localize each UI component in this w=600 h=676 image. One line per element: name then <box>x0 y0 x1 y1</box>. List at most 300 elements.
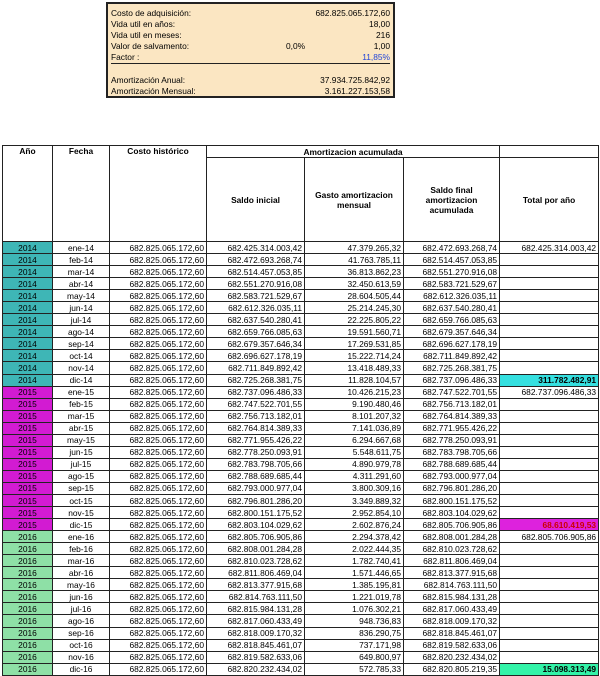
fecha-cell: dic-14 <box>53 374 110 386</box>
saldo-inicial-cell: 682.818.845.461,07 <box>207 639 305 651</box>
gasto-cell: 8.101.207,32 <box>305 410 404 422</box>
year-cell: 2014 <box>3 302 53 314</box>
anual-label: Amortización Anual: <box>111 75 186 85</box>
saldo-inicial-cell: 682.778.250.093,91 <box>207 446 305 458</box>
gasto-cell: 19.591.560,71 <box>305 326 404 338</box>
table-row <box>3 446 599 458</box>
salvamento-pct: 0,0% <box>286 41 306 51</box>
total-cell <box>500 398 599 410</box>
total-cell <box>500 470 599 482</box>
fecha-cell: may-14 <box>53 290 110 302</box>
table-row <box>3 434 599 446</box>
saldo-inicial-cell: 682.817.060.433,49 <box>207 615 305 627</box>
costo-cell: 682.825.065.172,60 <box>110 651 207 663</box>
costo-cell: 682.825.065.172,60 <box>110 615 207 627</box>
table-row <box>3 651 599 663</box>
table-row <box>3 519 599 531</box>
fecha-cell: ago-14 <box>53 326 110 338</box>
saldo-inicial-cell: 682.800.151.175,52 <box>207 507 305 519</box>
gasto-cell: 4.890.979,78 <box>305 458 404 470</box>
costo-cell: 682.825.065.172,60 <box>110 603 207 615</box>
saldo-final-cell: 682.764.814.389,33 <box>404 410 500 422</box>
saldo-final-cell: 682.803.104.029,62 <box>404 507 500 519</box>
table-row <box>3 266 599 278</box>
total-cell: 682.425.314.003,42 <box>500 242 599 254</box>
costo-cell: 682.825.065.172,60 <box>110 639 207 651</box>
fecha-cell: feb-16 <box>53 543 110 555</box>
table-row <box>3 302 599 314</box>
saldo-inicial-cell: 682.711.849.892,42 <box>207 362 305 374</box>
summary-salvamento-row <box>111 41 390 52</box>
table-row <box>3 531 599 543</box>
saldo-final-cell: 682.788.689.685,44 <box>404 458 500 470</box>
costo-cell: 682.825.065.172,60 <box>110 494 207 506</box>
fecha-cell: dic-16 <box>53 663 110 675</box>
year-cell: 2016 <box>3 639 53 651</box>
fecha-cell: may-15 <box>53 434 110 446</box>
factor-value: 11,85% <box>362 52 390 62</box>
gasto-cell: 3.800.309,16 <box>305 482 404 494</box>
year-cell: 2014 <box>3 350 53 362</box>
year-cell: 2015 <box>3 398 53 410</box>
costo-cell: 682.825.065.172,60 <box>110 579 207 591</box>
fecha-cell: nov-16 <box>53 651 110 663</box>
saldo-final-cell: 682.679.357.646,34 <box>404 326 500 338</box>
year-cell: 2016 <box>3 663 53 675</box>
fecha-cell: feb-14 <box>53 254 110 266</box>
costo-cell: 682.825.065.172,60 <box>110 410 207 422</box>
gasto-cell: 17.269.531,85 <box>305 338 404 350</box>
total-cell <box>500 555 599 567</box>
costo-cell: 682.825.065.172,60 <box>110 266 207 278</box>
gasto-cell: 572.785,33 <box>305 663 404 675</box>
gasto-cell: 2.294.378,42 <box>305 531 404 543</box>
factor-label: Factor : <box>111 52 140 62</box>
fecha-cell: ene-15 <box>53 386 110 398</box>
saldo-final-cell: 682.814.763.111,50 <box>404 579 500 591</box>
gasto-cell: 948.736,83 <box>305 615 404 627</box>
saldo-inicial-cell: 682.771.955.426,22 <box>207 434 305 446</box>
costo-cell: 682.825.065.172,60 <box>110 458 207 470</box>
costo-cell: 682.825.065.172,60 <box>110 398 207 410</box>
costo-cell: 682.825.065.172,60 <box>110 422 207 434</box>
saldo-final-cell: 682.514.457.053,85 <box>404 254 500 266</box>
saldo-final-cell: 682.583.721.529,67 <box>404 278 500 290</box>
amortization-table <box>2 145 599 676</box>
year-cell: 2016 <box>3 555 53 567</box>
fecha-cell: dic-15 <box>53 519 110 531</box>
gasto-cell: 2.022.444,35 <box>305 543 404 555</box>
fecha-cell: ago-15 <box>53 470 110 482</box>
summary-factor-row <box>111 52 390 64</box>
total-cell <box>500 422 599 434</box>
year-cell: 2015 <box>3 507 53 519</box>
summary-vida-anos-row <box>111 19 390 30</box>
saldo-final-cell: 682.783.798.705,66 <box>404 446 500 458</box>
anual-value: 37.934.725.842,92 <box>320 75 390 85</box>
gasto-cell: 3.349.889,32 <box>305 494 404 506</box>
costo-cell: 682.825.065.172,60 <box>110 507 207 519</box>
fecha-cell: oct-14 <box>53 350 110 362</box>
costo-label: Costo de adquisición: <box>111 8 192 18</box>
gasto-cell: 1.782.740,41 <box>305 555 404 567</box>
saldo-inicial-cell: 682.819.582.633,06 <box>207 651 305 663</box>
fecha-cell: nov-15 <box>53 507 110 519</box>
gasto-cell: 649.800,97 <box>305 651 404 663</box>
mensual-value: 3.161.227.153,58 <box>324 86 390 96</box>
total-cell <box>500 627 599 639</box>
saldo-inicial-cell: 682.514.457.053,85 <box>207 266 305 278</box>
saldo-inicial-cell: 682.813.377.915,68 <box>207 579 305 591</box>
total-cell <box>500 326 599 338</box>
costo-cell: 682.825.065.172,60 <box>110 519 207 531</box>
table-row <box>3 591 599 603</box>
saldo-final-cell: 682.813.377.915,68 <box>404 567 500 579</box>
fecha-cell: oct-15 <box>53 494 110 506</box>
saldo-final-cell: 682.820.805.219,35 <box>404 663 500 675</box>
fecha-cell: mar-15 <box>53 410 110 422</box>
fecha-cell: jun-16 <box>53 591 110 603</box>
summary-vida-meses-row <box>111 30 390 41</box>
saldo-final-cell: 682.800.151.175,52 <box>404 494 500 506</box>
fecha-cell: abr-14 <box>53 278 110 290</box>
year-cell: 2016 <box>3 543 53 555</box>
year-cell: 2015 <box>3 494 53 506</box>
gasto-cell: 15.222.714,24 <box>305 350 404 362</box>
saldo-inicial-cell: 682.425.314.003,42 <box>207 242 305 254</box>
costo-cell: 682.825.065.172,60 <box>110 531 207 543</box>
saldo-inicial-cell: 682.805.706.905,86 <box>207 531 305 543</box>
table-row <box>3 422 599 434</box>
saldo-inicial-cell: 682.583.721.529,67 <box>207 290 305 302</box>
costo-cell: 682.825.065.172,60 <box>110 543 207 555</box>
total-cell <box>500 458 599 470</box>
year-cell: 2016 <box>3 603 53 615</box>
fecha-cell: feb-15 <box>53 398 110 410</box>
table-row <box>3 350 599 362</box>
fecha-cell: sep-16 <box>53 627 110 639</box>
gasto-cell: 1.076.302,21 <box>305 603 404 615</box>
year-cell: 2015 <box>3 482 53 494</box>
costo-cell: 682.825.065.172,60 <box>110 338 207 350</box>
fecha-cell: jul-15 <box>53 458 110 470</box>
saldo-inicial-cell: 682.551.270.916,08 <box>207 278 305 290</box>
year-cell: 2015 <box>3 458 53 470</box>
gasto-cell: 1.221.019,78 <box>305 591 404 603</box>
fecha-cell: jul-14 <box>53 314 110 326</box>
total-cell: 682.805.706.905,86 <box>500 531 599 543</box>
summary-mensual-row <box>111 86 390 97</box>
table-row <box>3 603 599 615</box>
saldo-final-cell: 682.810.023.728,62 <box>404 543 500 555</box>
total-cell <box>500 254 599 266</box>
table-row <box>3 290 599 302</box>
saldo-final-cell: 682.771.955.426,22 <box>404 422 500 434</box>
vida-anos-label: Vida util en años: <box>111 19 176 29</box>
saldo-inicial-cell: 682.815.984.131,28 <box>207 603 305 615</box>
costo-cell: 682.825.065.172,60 <box>110 627 207 639</box>
summary-costo-row <box>111 8 390 19</box>
year-cell: 2015 <box>3 386 53 398</box>
gasto-cell: 836.290,75 <box>305 627 404 639</box>
gasto-cell: 737.171,98 <box>305 639 404 651</box>
saldo-inicial-cell: 682.737.096.486,33 <box>207 386 305 398</box>
costo-cell: 682.825.065.172,60 <box>110 242 207 254</box>
costo-cell: 682.825.065.172,60 <box>110 350 207 362</box>
saldo-inicial-cell: 682.808.001.284,28 <box>207 543 305 555</box>
header-saldo-final: Saldo final amortizacion acumulada <box>404 158 500 242</box>
fecha-cell: ago-16 <box>53 615 110 627</box>
total-cell <box>500 579 599 591</box>
table-row <box>3 543 599 555</box>
saldo-inicial-cell: 682.803.104.029,62 <box>207 519 305 531</box>
costo-cell: 682.825.065.172,60 <box>110 374 207 386</box>
fecha-cell: sep-15 <box>53 482 110 494</box>
vida-anos-value: 18,00 <box>369 19 390 29</box>
table-row <box>3 254 599 266</box>
header-gasto: Gasto amortizacion mensual <box>305 158 404 242</box>
gasto-cell: 22.225.805,22 <box>305 314 404 326</box>
saldo-inicial-cell: 682.612.326.035,11 <box>207 302 305 314</box>
total-cell <box>500 651 599 663</box>
gasto-cell: 11.828.104,57 <box>305 374 404 386</box>
fecha-cell: nov-14 <box>53 362 110 374</box>
costo-cell: 682.825.065.172,60 <box>110 567 207 579</box>
table-row <box>3 326 599 338</box>
table-row <box>3 470 599 482</box>
costo-cell: 682.825.065.172,60 <box>110 663 207 675</box>
saldo-final-cell: 682.815.984.131,28 <box>404 591 500 603</box>
gasto-cell: 1.571.446,65 <box>305 567 404 579</box>
year-cell: 2014 <box>3 290 53 302</box>
year-cell: 2015 <box>3 422 53 434</box>
table-row <box>3 338 599 350</box>
gasto-cell: 28.604.505,44 <box>305 290 404 302</box>
saldo-final-cell: 682.756.713.182,01 <box>404 398 500 410</box>
total-cell <box>500 434 599 446</box>
table-row <box>3 374 599 386</box>
vida-meses-value: 216 <box>376 30 390 40</box>
saldo-final-cell: 682.612.326.035,11 <box>404 290 500 302</box>
gasto-cell: 32.450.613,59 <box>305 278 404 290</box>
saldo-final-cell: 682.747.522.701,55 <box>404 386 500 398</box>
year-cell: 2015 <box>3 410 53 422</box>
saldo-final-cell: 682.725.268.381,75 <box>404 362 500 374</box>
fecha-cell: jun-14 <box>53 302 110 314</box>
total-cell <box>500 302 599 314</box>
header-costo: Costo histórico <box>110 146 207 242</box>
saldo-final-cell: 682.819.582.633,06 <box>404 639 500 651</box>
costo-cell: 682.825.065.172,60 <box>110 314 207 326</box>
total-cell <box>500 410 599 422</box>
year-cell: 2014 <box>3 242 53 254</box>
costo-cell: 682.825.065.172,60 <box>110 482 207 494</box>
fecha-cell: ene-16 <box>53 531 110 543</box>
saldo-final-cell: 682.637.540.280,41 <box>404 302 500 314</box>
fecha-cell: may-16 <box>53 579 110 591</box>
table-row <box>3 362 599 374</box>
total-cell: 311.782.482,91 <box>500 374 599 386</box>
header-ano: Año <box>3 146 53 242</box>
fecha-cell: jul-16 <box>53 603 110 615</box>
total-cell <box>500 338 599 350</box>
table-row <box>3 482 599 494</box>
header-amort-acumulada: Amortizacion acumulada <box>207 146 500 158</box>
total-cell <box>500 639 599 651</box>
saldo-inicial-cell: 682.637.540.280,41 <box>207 314 305 326</box>
total-cell <box>500 446 599 458</box>
gasto-cell: 4.311.291,60 <box>305 470 404 482</box>
gasto-cell: 5.548.611,75 <box>305 446 404 458</box>
header-saldo-inicial: Saldo inicial <box>207 158 305 242</box>
saldo-inicial-cell: 682.818.009.170,32 <box>207 627 305 639</box>
costo-cell: 682.825.065.172,60 <box>110 362 207 374</box>
fecha-cell: abr-15 <box>53 422 110 434</box>
gasto-cell: 25.214.245,30 <box>305 302 404 314</box>
table-row <box>3 627 599 639</box>
saldo-inicial-cell: 682.814.763.111,50 <box>207 591 305 603</box>
header-blank <box>500 146 599 158</box>
header-total: Total por año <box>500 158 599 242</box>
fecha-cell: sep-14 <box>53 338 110 350</box>
fecha-cell: jun-15 <box>53 446 110 458</box>
saldo-final-cell: 682.472.693.268,74 <box>404 242 500 254</box>
table-row <box>3 567 599 579</box>
gasto-cell: 1.385.195,81 <box>305 579 404 591</box>
summary-anual-row <box>111 75 390 86</box>
total-cell <box>500 266 599 278</box>
year-cell: 2016 <box>3 615 53 627</box>
costo-cell: 682.825.065.172,60 <box>110 326 207 338</box>
saldo-final-cell: 682.737.096.486,33 <box>404 374 500 386</box>
costo-cell: 682.825.065.172,60 <box>110 555 207 567</box>
mensual-label: Amortización Mensual: <box>111 86 196 96</box>
saldo-inicial-cell: 682.472.693.268,74 <box>207 254 305 266</box>
costo-cell: 682.825.065.172,60 <box>110 290 207 302</box>
year-cell: 2014 <box>3 338 53 350</box>
saldo-inicial-cell: 682.725.268.381,75 <box>207 374 305 386</box>
total-cell: 15.098.313,49 <box>500 663 599 675</box>
saldo-inicial-cell: 682.756.713.182,01 <box>207 410 305 422</box>
saldo-final-cell: 682.551.270.916,08 <box>404 266 500 278</box>
total-cell <box>500 543 599 555</box>
table-row <box>3 555 599 567</box>
table-row <box>3 507 599 519</box>
saldo-final-cell: 682.818.845.461,07 <box>404 627 500 639</box>
costo-cell: 682.825.065.172,60 <box>110 386 207 398</box>
gasto-cell: 9.190.480,46 <box>305 398 404 410</box>
total-cell <box>500 290 599 302</box>
fecha-cell: mar-14 <box>53 266 110 278</box>
year-cell: 2016 <box>3 591 53 603</box>
table-row <box>3 494 599 506</box>
saldo-inicial-cell: 682.793.000.977,04 <box>207 482 305 494</box>
year-cell: 2014 <box>3 362 53 374</box>
table-row <box>3 458 599 470</box>
gasto-cell: 47.379.265,32 <box>305 242 404 254</box>
table-row <box>3 579 599 591</box>
year-cell: 2015 <box>3 434 53 446</box>
saldo-final-cell: 682.711.849.892,42 <box>404 350 500 362</box>
saldo-inicial-cell: 682.796.801.286,20 <box>207 494 305 506</box>
gasto-cell: 10.426.215,23 <box>305 386 404 398</box>
saldo-inicial-cell: 682.696.627.178,19 <box>207 350 305 362</box>
gasto-cell: 7.141.036,89 <box>305 422 404 434</box>
table-row <box>3 314 599 326</box>
table-header <box>3 146 599 242</box>
table-row <box>3 278 599 290</box>
fecha-cell: oct-16 <box>53 639 110 651</box>
saldo-final-cell: 682.805.706.905,86 <box>404 519 500 531</box>
saldo-inicial-cell: 682.820.232.434,02 <box>207 663 305 675</box>
total-cell <box>500 314 599 326</box>
total-cell <box>500 603 599 615</box>
saldo-final-cell: 682.778.250.093,91 <box>404 434 500 446</box>
total-cell <box>500 615 599 627</box>
gasto-cell: 2.952.854,10 <box>305 507 404 519</box>
total-cell <box>500 482 599 494</box>
fecha-cell: mar-16 <box>53 555 110 567</box>
gasto-cell: 2.602.876,24 <box>305 519 404 531</box>
fecha-cell: abr-16 <box>53 567 110 579</box>
total-cell <box>500 494 599 506</box>
table-body <box>3 242 599 676</box>
total-cell <box>500 278 599 290</box>
year-cell: 2016 <box>3 579 53 591</box>
saldo-final-cell: 682.811.806.469,04 <box>404 555 500 567</box>
table-row <box>3 242 599 254</box>
year-cell: 2014 <box>3 326 53 338</box>
year-cell: 2015 <box>3 446 53 458</box>
costo-cell: 682.825.065.172,60 <box>110 302 207 314</box>
year-cell: 2016 <box>3 567 53 579</box>
year-cell: 2014 <box>3 374 53 386</box>
saldo-final-cell: 682.808.001.284,28 <box>404 531 500 543</box>
costo-cell: 682.825.065.172,60 <box>110 434 207 446</box>
saldo-inicial-cell: 682.788.689.685,44 <box>207 470 305 482</box>
year-cell: 2014 <box>3 254 53 266</box>
year-cell: 2014 <box>3 266 53 278</box>
vida-meses-label: Vida util en meses: <box>111 30 182 40</box>
gasto-cell: 13.418.489,33 <box>305 362 404 374</box>
saldo-final-cell: 682.793.000.977,04 <box>404 470 500 482</box>
fecha-cell: ene-14 <box>53 242 110 254</box>
salvamento-label: Valor de salvamento: <box>111 41 190 51</box>
year-cell: 2016 <box>3 531 53 543</box>
saldo-inicial-cell: 682.811.806.469,04 <box>207 567 305 579</box>
saldo-final-cell: 682.817.060.433,49 <box>404 603 500 615</box>
costo-cell: 682.825.065.172,60 <box>110 278 207 290</box>
saldo-final-cell: 682.818.009.170,32 <box>404 615 500 627</box>
table-row <box>3 410 599 422</box>
costo-cell: 682.825.065.172,60 <box>110 591 207 603</box>
saldo-final-cell: 682.696.627.178,19 <box>404 338 500 350</box>
saldo-inicial-cell: 682.679.357.646,34 <box>207 338 305 350</box>
table-row <box>3 639 599 651</box>
costo-cell: 682.825.065.172,60 <box>110 446 207 458</box>
gasto-cell: 41.763.785,11 <box>305 254 404 266</box>
header-fecha: Fecha <box>53 146 110 242</box>
costo-cell: 682.825.065.172,60 <box>110 254 207 266</box>
saldo-inicial-cell: 682.783.798.705,66 <box>207 458 305 470</box>
table-row <box>3 386 599 398</box>
year-cell: 2016 <box>3 627 53 639</box>
total-cell: 682.737.096.486,33 <box>500 386 599 398</box>
year-cell: 2014 <box>3 278 53 290</box>
total-cell <box>500 507 599 519</box>
saldo-final-cell: 682.659.766.085,63 <box>404 314 500 326</box>
saldo-final-cell: 682.796.801.286,20 <box>404 482 500 494</box>
